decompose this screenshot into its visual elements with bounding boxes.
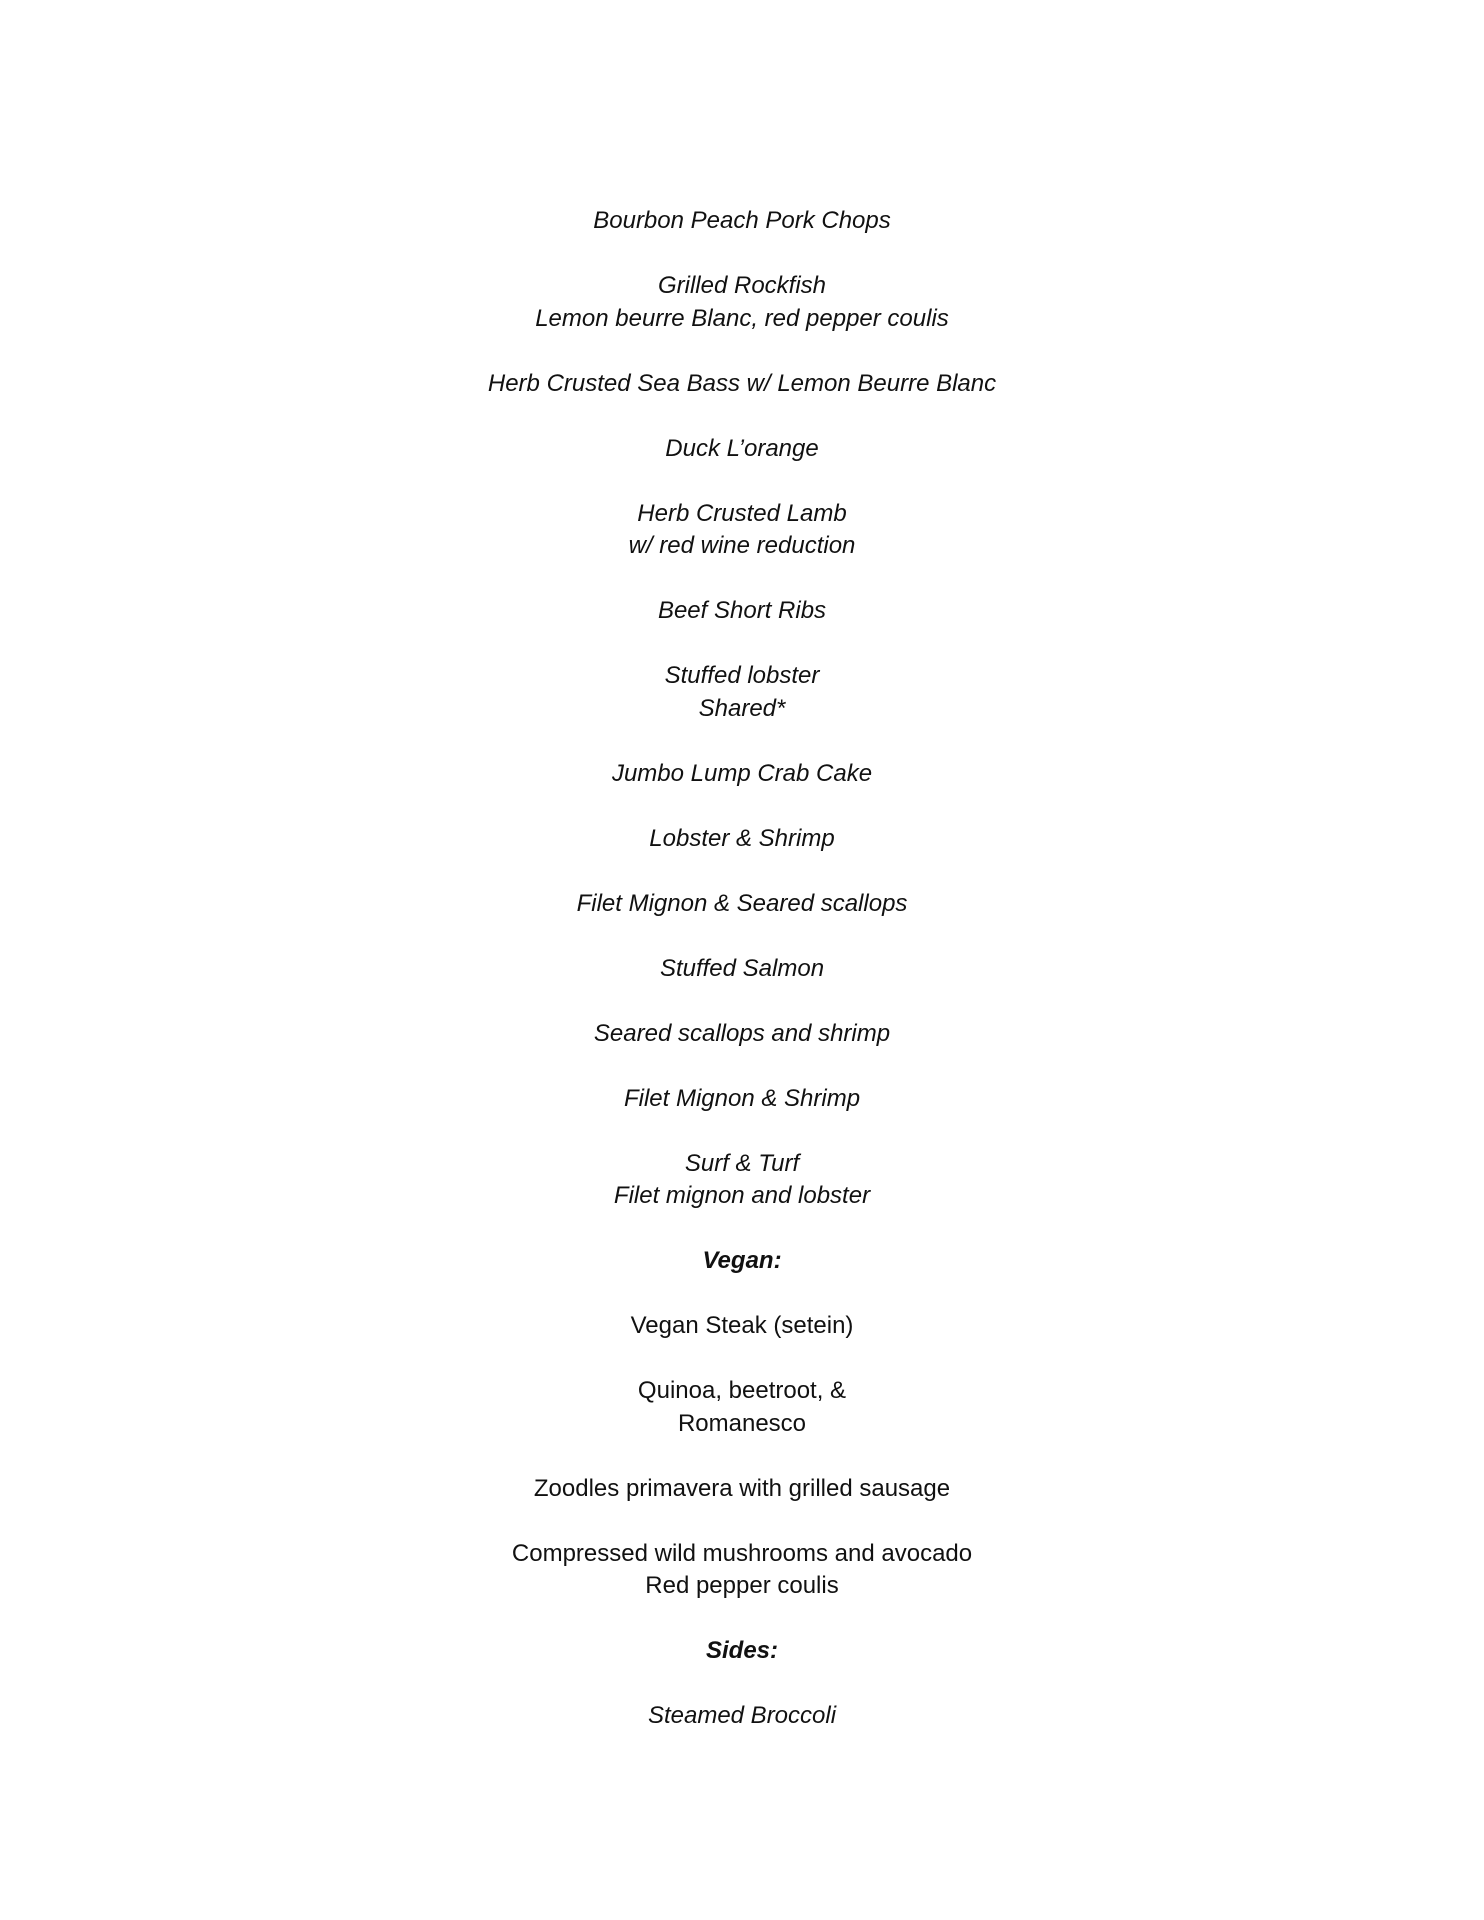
menu-item-filet-shrimp xyxy=(0,1083,1484,1116)
menu-item-stuffed-salmon xyxy=(0,953,1484,986)
menu-item-lobster-shrimp xyxy=(0,823,1484,856)
menu-item-line: Stuffed lobster xyxy=(664,662,820,689)
section-heading-text: Vegan: xyxy=(702,1247,782,1274)
menu-item-line: Surf & Turf xyxy=(684,1149,800,1177)
menu-item-mushrooms xyxy=(0,1538,1484,1603)
menu-item-line: Herb Crusted Sea Bass w/ Lemon Beurre Blanc xyxy=(487,369,997,397)
menu-item-pork-chops xyxy=(0,205,1484,238)
menu-item-line: Lobster & Shrimp xyxy=(649,824,835,852)
section-heading-vegan xyxy=(0,1245,1484,1278)
menu-item-vegan-steak xyxy=(0,1310,1484,1343)
menu-item-line: Steamed Broccoli xyxy=(647,1702,837,1729)
menu-item-description: Filet mignon and lobster xyxy=(613,1182,871,1209)
menu-item-line: Beef Short Ribs xyxy=(657,597,827,624)
menu-item-description: Lemon beurre Blanc, red pepper coulis xyxy=(535,304,949,332)
section-heading-text: Sides: xyxy=(705,1637,779,1664)
menu-item-surf-turf xyxy=(0,1148,1484,1213)
menu-item-line: Filet Mignon & Shrimp xyxy=(623,1084,861,1112)
menu-item-description: w/ red wine reduction xyxy=(628,532,856,559)
menu-item-filet-scallops xyxy=(0,888,1484,921)
menu-item-line: Stuffed Salmon xyxy=(659,954,825,982)
menu-item-lamb xyxy=(0,498,1484,563)
menu-item-line: Bourbon Peach Pork Chops xyxy=(593,207,891,234)
menu-item-line: Quinoa, beetroot, & xyxy=(637,1377,847,1404)
menu-item-crab-cake xyxy=(0,758,1484,791)
menu-item-description: Shared* xyxy=(698,694,786,722)
menu-item-description: Red pepper coulis xyxy=(645,1572,839,1599)
menu-item-line: Filet Mignon & Seared scallops xyxy=(576,889,908,917)
menu-item-stuffed-lobster xyxy=(0,660,1484,725)
menu-item-line: Zoodles primavera with grilled sausage xyxy=(533,1474,951,1502)
section-heading-sides xyxy=(0,1635,1484,1668)
menu-item-line: Grilled Rockfish xyxy=(657,272,827,299)
menu-item-line: Vegan Steak (setein) xyxy=(630,1312,854,1339)
menu-item-zoodles xyxy=(0,1473,1484,1506)
menu-item-line: Seared scallops and shrimp xyxy=(593,1019,891,1047)
menu-item-quinoa xyxy=(0,1375,1484,1440)
menu-item-rockfish xyxy=(0,270,1484,335)
menu-item-line: Duck L’orange xyxy=(665,434,819,462)
menu-item-line: Herb Crusted Lamb xyxy=(637,499,847,527)
menu-item-scallops-shrimp xyxy=(0,1018,1484,1051)
menu-item-line: Compressed wild mushrooms and avocado xyxy=(511,1539,973,1567)
menu-item-line: Romanesco xyxy=(677,1409,807,1437)
menu-item-duck xyxy=(0,433,1484,466)
menu-list xyxy=(0,205,1484,1765)
menu-item-broccoli xyxy=(0,1700,1484,1733)
menu-item-short-ribs xyxy=(0,595,1484,628)
menu-item-sea-bass xyxy=(0,368,1484,401)
menu-item-line: Jumbo Lump Crab Cake xyxy=(611,759,873,787)
